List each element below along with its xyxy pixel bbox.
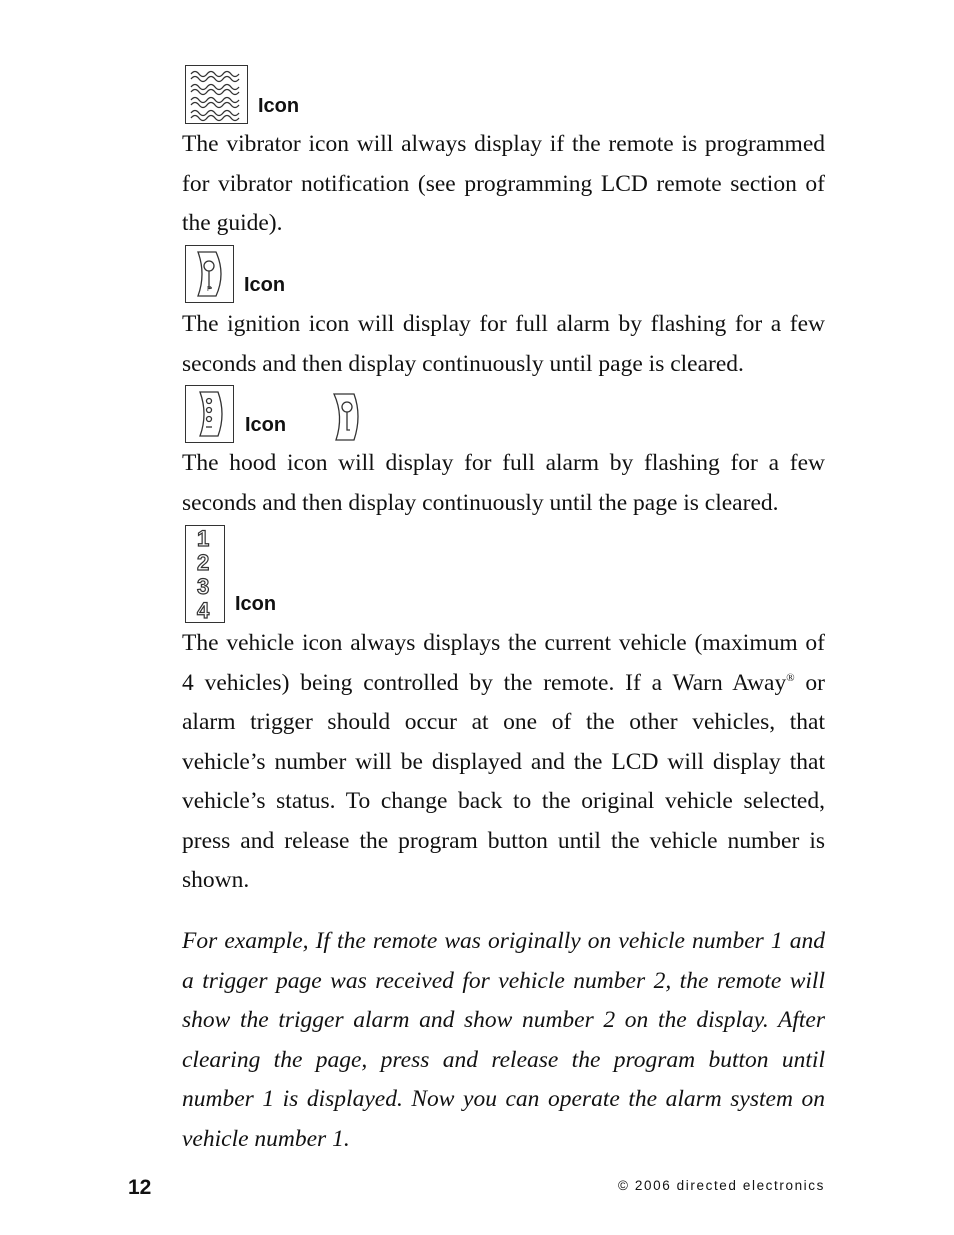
vibrator-icon-label: Icon [258,95,300,117]
hood-icon-label: Icon [245,414,287,436]
example-paragraph: For example, If the remote was originally on vehicle number 1 and a trigger page was received for vehicle number 2, the remote will show the trigger alarm and show number 2 on the display. After clearing the page, press and release the program button until number 1 is displayed. Now you can operate the alarm system on vehicle number 1. [182,928,825,1152]
ignition-description: The ignition icon will display for full alarm by flashing for a few seconds and then display continuously until page is cleared. [182,311,825,377]
vehicle-description-text-cont: or alarm trigger should occur at one of the other vehicles, that vehicle’s number will be displayed and the LCD will display that vehicle’s status. To change back to the original vehicle selected, press and release the program button until the vehicle number is shown. [182,669,826,893]
ignition-icon [330,390,364,444]
ignition-icon [185,245,234,303]
vibrator-icon [185,65,248,124]
hood-icon [185,385,234,443]
vehicle-digit: 2 [197,550,210,575]
vehicle-digit: 1 [197,526,210,551]
ignition-icon-label: Icon [244,274,286,296]
vehicle-description-text: The vehicle icon always displays the current vehicle (maximum of 4 vehicles) being controlled by the remote. If a Warn Away [182,630,825,696]
vibrator-description: The vibrator icon will always display if the remote is programmed for vibrator notification (see programming LCD remote section of the guide). [182,131,825,236]
vehicle-digit: 3 [197,574,210,599]
registered-mark: ® [786,671,795,684]
vehicle-description [182,624,825,901]
vehicle-digit: 4 [197,598,210,623]
copyright-footer: © 2006 directed electronics [618,1178,825,1193]
svg-text:P: P [207,286,212,293]
hood-description: The hood icon will display for full alarm by flashing for a few seconds and then display continuously until the page is cleared. [182,450,825,516]
vehicle-number-icon [185,525,225,623]
vehicle-icon-label: Icon [235,593,277,615]
page-number: 12 [128,1176,152,1199]
